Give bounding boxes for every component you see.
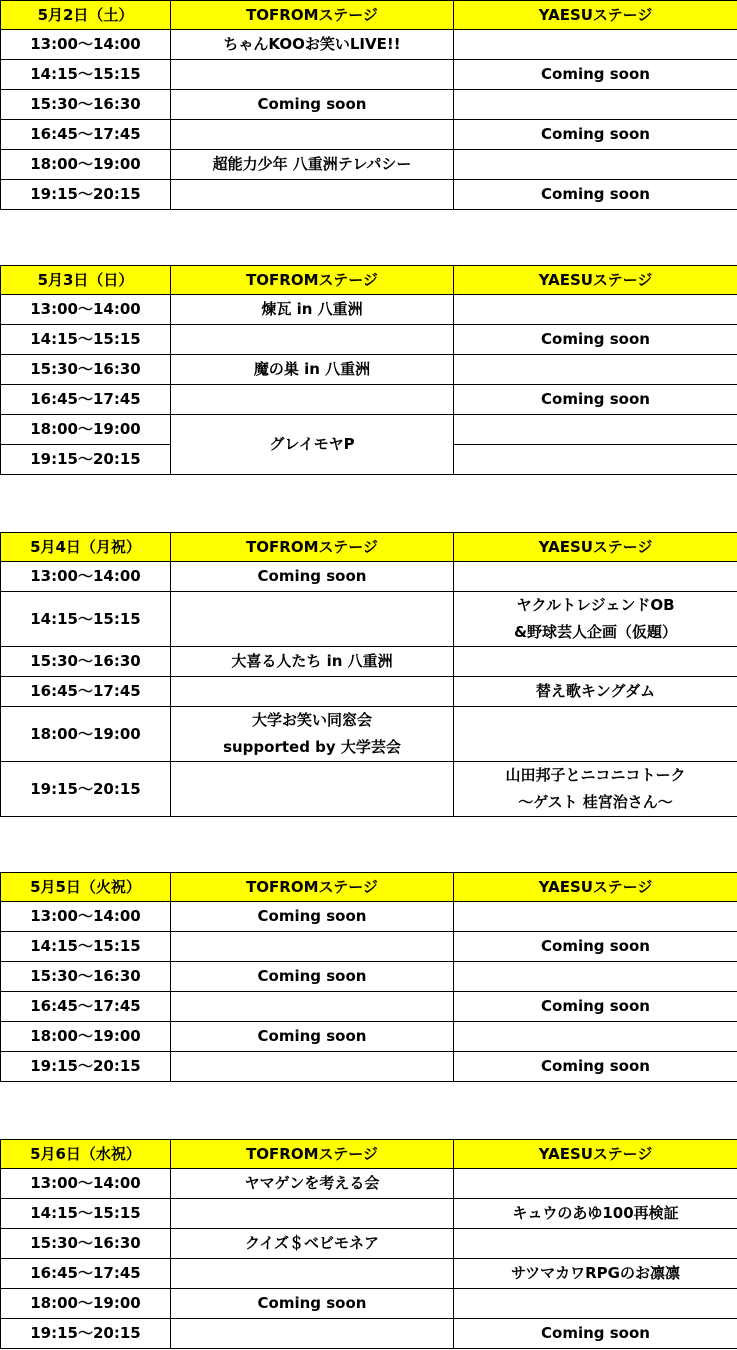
yaesu-cell [454, 445, 737, 475]
table-row [1, 1319, 737, 1349]
time-cell: 14:15〜15:15 [1, 60, 171, 90]
table-header-row [1, 1, 737, 30]
table-row [1, 385, 737, 415]
table-row [1, 60, 737, 90]
yaesu-cell: Coming soon [454, 992, 737, 1022]
tofrom-cell: 煉瓦 in 八重洲 [171, 295, 454, 325]
table-row [1, 677, 737, 707]
table-row [1, 1289, 737, 1319]
tofrom-cell [171, 180, 454, 210]
time-cell: 19:15〜20:15 [1, 180, 171, 210]
yaesu-cell: Coming soon [454, 385, 737, 415]
schedule-table-day-5 [0, 1139, 737, 1349]
date-header: 5月3日（日） [1, 266, 171, 295]
time-cell: 14:15〜15:15 [1, 325, 171, 355]
table-header-row [1, 1140, 737, 1169]
yaesu-cell [454, 30, 737, 60]
table-row [1, 902, 737, 932]
yaesu-cell [454, 1229, 737, 1259]
yaesu-cell-line-1: 山田邦子とニコニコトーク [505, 766, 686, 784]
tofrom-cell-line-2: supported by 大学芸会 [223, 738, 401, 756]
time-cell: 15:30〜16:30 [1, 1229, 171, 1259]
schedule-table-day-2 [0, 265, 737, 475]
time-cell: 16:45〜17:45 [1, 1259, 171, 1289]
yaesu-cell: サツマカワRPGのお凛凛 [454, 1259, 737, 1289]
table-row [1, 120, 737, 150]
time-cell: 19:15〜20:15 [1, 445, 171, 475]
yaesu-cell: Coming soon [454, 1319, 737, 1349]
tofrom-cell [171, 992, 454, 1022]
tofrom-stage-header: TOFROMステージ [171, 1, 454, 30]
yaesu-cell [454, 707, 737, 762]
tofrom-stage-header: TOFROMステージ [171, 873, 454, 902]
date-header: 5月2日（土） [1, 1, 171, 30]
table-header-row [1, 873, 737, 902]
table-row [1, 90, 737, 120]
tofrom-cell: グレイモヤP [171, 415, 454, 475]
table-row [1, 1022, 737, 1052]
table-row [1, 180, 737, 210]
table-row [1, 647, 737, 677]
yaesu-stage-header: YAESUステージ [454, 533, 737, 562]
tofrom-cell [171, 677, 454, 707]
tofrom-cell: Coming soon [171, 902, 454, 932]
time-cell: 14:15〜15:15 [1, 592, 171, 647]
schedule-table-day-4 [0, 872, 737, 1082]
time-cell: 13:00〜14:00 [1, 30, 171, 60]
table-row [1, 592, 737, 647]
yaesu-stage-header: YAESUステージ [454, 1140, 737, 1169]
yaesu-cell [454, 1022, 737, 1052]
time-cell: 14:15〜15:15 [1, 1199, 171, 1229]
table-row [1, 30, 737, 60]
yaesu-cell [454, 762, 737, 817]
time-cell: 13:00〜14:00 [1, 902, 171, 932]
tofrom-stage-header: TOFROMステージ [171, 533, 454, 562]
tofrom-cell [171, 762, 454, 817]
yaesu-stage-header: YAESUステージ [454, 266, 737, 295]
time-cell: 15:30〜16:30 [1, 962, 171, 992]
tofrom-cell: ヤマゲンを考える会 [171, 1169, 454, 1199]
time-cell: 13:00〜14:00 [1, 562, 171, 592]
time-cell: 19:15〜20:15 [1, 762, 171, 817]
yaesu-cell: Coming soon [454, 180, 737, 210]
time-cell: 13:00〜14:00 [1, 1169, 171, 1199]
time-cell: 18:00〜19:00 [1, 1022, 171, 1052]
tofrom-cell [171, 60, 454, 90]
tofrom-cell: Coming soon [171, 1022, 454, 1052]
time-cell: 18:00〜19:00 [1, 150, 171, 180]
table-row [1, 1052, 737, 1082]
tofrom-cell: 超能力少年 八重洲テレパシー [171, 150, 454, 180]
time-cell: 15:30〜16:30 [1, 90, 171, 120]
yaesu-cell: Coming soon [454, 1052, 737, 1082]
yaesu-cell [454, 1169, 737, 1199]
table-row [1, 325, 737, 355]
time-cell: 16:45〜17:45 [1, 677, 171, 707]
time-cell: 18:00〜19:00 [1, 415, 171, 445]
table-row [1, 1169, 737, 1199]
tofrom-stage-header: TOFROMステージ [171, 1140, 454, 1169]
table-row [1, 1229, 737, 1259]
table-row [1, 355, 737, 385]
tofrom-cell: 魔の巣 in 八重洲 [171, 355, 454, 385]
tofrom-cell [171, 592, 454, 647]
tofrom-cell [171, 1199, 454, 1229]
yaesu-cell: 替え歌キングダム [454, 677, 737, 707]
schedule-table-day-3 [0, 532, 737, 817]
tofrom-cell: 大喜る人たち in 八重洲 [171, 647, 454, 677]
table-header-row [1, 533, 737, 562]
yaesu-cell-line-2: &野球芸人企画（仮題） [513, 623, 678, 641]
tofrom-cell [171, 325, 454, 355]
tofrom-stage-header: TOFROMステージ [171, 266, 454, 295]
table-row [1, 295, 737, 325]
time-cell: 14:15〜15:15 [1, 932, 171, 962]
tofrom-cell: Coming soon [171, 962, 454, 992]
tofrom-cell: Coming soon [171, 1289, 454, 1319]
tofrom-cell [171, 1319, 454, 1349]
tofrom-cell [171, 385, 454, 415]
table-row [1, 932, 737, 962]
tofrom-cell: Coming soon [171, 562, 454, 592]
table-row [1, 707, 737, 762]
tofrom-cell [171, 932, 454, 962]
yaesu-cell [454, 415, 737, 445]
table-header-row [1, 266, 737, 295]
table-row [1, 762, 737, 817]
yaesu-cell: Coming soon [454, 325, 737, 355]
tofrom-cell [171, 120, 454, 150]
time-cell: 18:00〜19:00 [1, 1289, 171, 1319]
tofrom-cell: ちゃんKOOお笑いLIVE!! [171, 30, 454, 60]
yaesu-cell-line-1: ヤクルトレジェンドOB [516, 596, 675, 614]
yaesu-stage-header: YAESUステージ [454, 1, 737, 30]
date-header: 5月4日（月祝） [1, 533, 171, 562]
yaesu-cell [454, 90, 737, 120]
yaesu-cell [454, 150, 737, 180]
tofrom-cell: クイズ＄ベビモネア [171, 1229, 454, 1259]
yaesu-cell [454, 355, 737, 385]
time-cell: 16:45〜17:45 [1, 120, 171, 150]
table-row [1, 562, 737, 592]
yaesu-cell: Coming soon [454, 120, 737, 150]
tofrom-cell-line-1: 大学お笑い同窓会 [251, 711, 372, 729]
time-cell: 16:45〜17:45 [1, 385, 171, 415]
time-cell: 19:15〜20:15 [1, 1319, 171, 1349]
tofrom-cell: Coming soon [171, 90, 454, 120]
yaesu-cell: Coming soon [454, 60, 737, 90]
schedule-table-day-1 [0, 0, 737, 210]
time-cell: 16:45〜17:45 [1, 992, 171, 1022]
time-cell: 15:30〜16:30 [1, 647, 171, 677]
yaesu-cell-line-2: 〜ゲスト 桂宮治さん〜 [518, 793, 673, 811]
time-cell: 15:30〜16:30 [1, 355, 171, 385]
yaesu-cell [454, 902, 737, 932]
yaesu-cell [454, 295, 737, 325]
yaesu-cell: キュウのあゆ100再検証 [454, 1199, 737, 1229]
tofrom-cell [171, 1052, 454, 1082]
tofrom-cell [171, 1259, 454, 1289]
date-header: 5月6日（水祝） [1, 1140, 171, 1169]
yaesu-cell [454, 1289, 737, 1319]
tofrom-cell [171, 707, 454, 762]
table-row [1, 992, 737, 1022]
time-cell: 18:00〜19:00 [1, 707, 171, 762]
yaesu-cell [454, 962, 737, 992]
table-row [1, 962, 737, 992]
yaesu-cell [454, 562, 737, 592]
table-row [1, 1199, 737, 1229]
date-header: 5月5日（火祝） [1, 873, 171, 902]
yaesu-cell: Coming soon [454, 932, 737, 962]
yaesu-cell [454, 647, 737, 677]
table-row [1, 415, 737, 445]
yaesu-cell [454, 592, 737, 647]
table-row [1, 1259, 737, 1289]
time-cell: 19:15〜20:15 [1, 1052, 171, 1082]
time-cell: 13:00〜14:00 [1, 295, 171, 325]
table-row [1, 150, 737, 180]
yaesu-stage-header: YAESUステージ [454, 873, 737, 902]
